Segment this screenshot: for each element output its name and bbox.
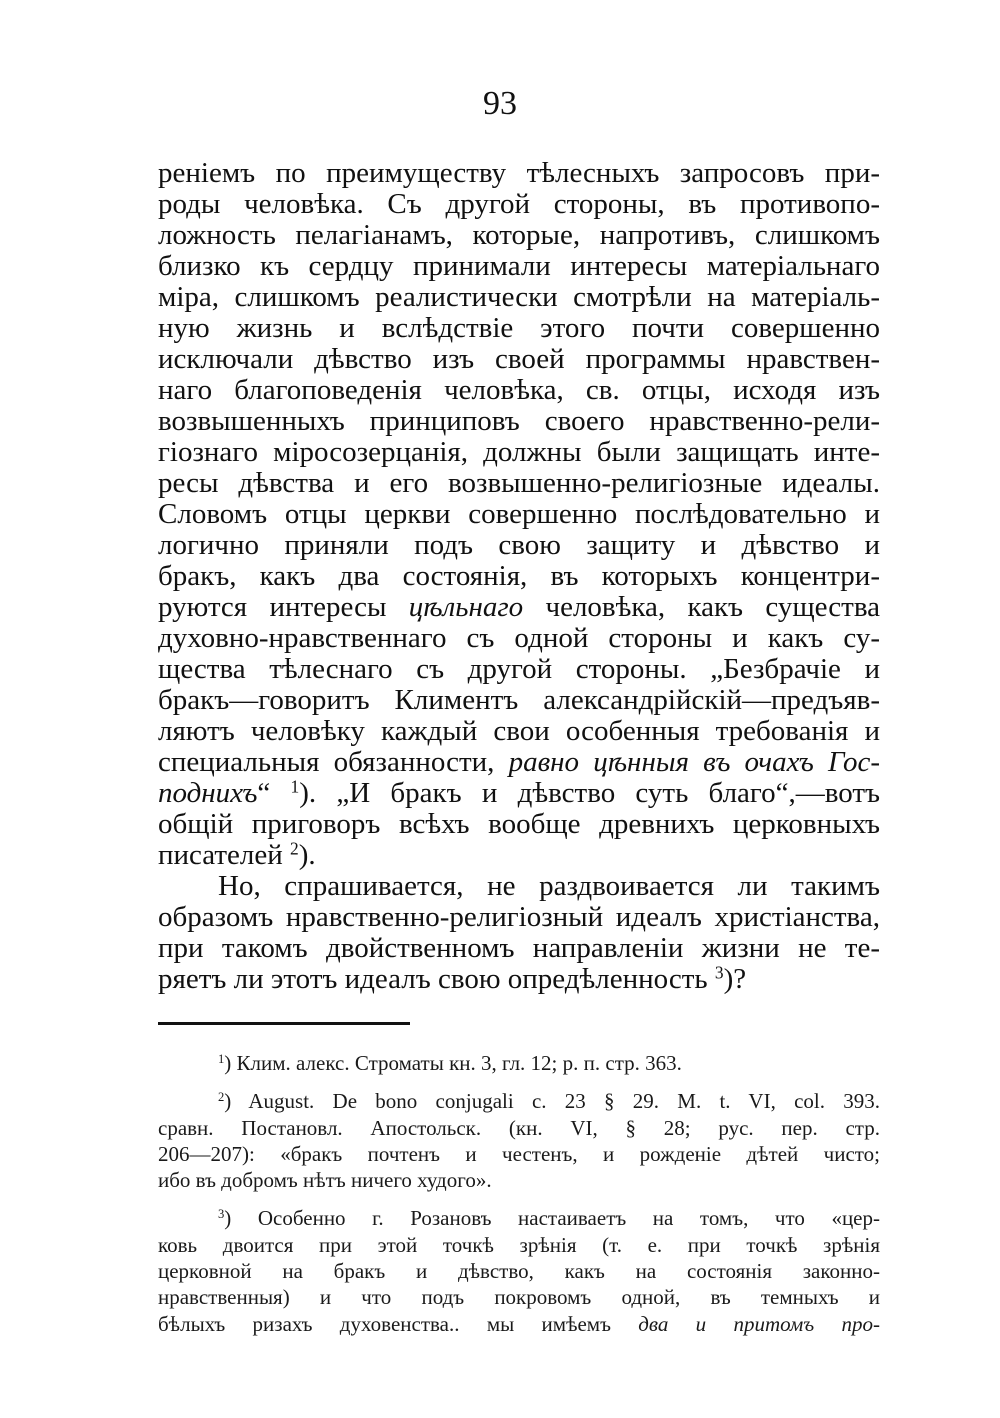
text-line: ляютъ человѣку каждый свои особенныя требованія и [158,715,880,747]
text-line: писателей $^2$). [158,838,316,871]
emphasis-text: два и притомъ про- [638,1311,880,1336]
text-line: ложность пелагіанамъ, которые, напротивъ, слишкомъ [158,219,880,251]
text-line: специальныя обязанности, равно цѣнныя въ очахъ Гос- [158,746,881,778]
footnote-marker: 2 [218,1090,225,1105]
text-line: руются интересы цѣльнаго человѣка, какъ существа [158,591,881,623]
footnote-line: сравн. Постановл. Апостольск. (кн. VI, § 28; рус. пер. стр. [158,1115,880,1140]
footnote-separator [158,1022,410,1025]
text-line: логично приняли подъ свою защиту и дѣвство и [158,529,880,561]
text-line: міра, слишкомъ реалистически смотрѣли на матеріаль- [158,281,880,313]
footnotes [158,1050,880,1337]
emphasis-text: цѣльнаго [408,591,524,623]
emphasis-text: равно цѣнныя въ очахъ Гос- [508,746,881,778]
footnote-ref: 2 [290,838,299,859]
footnote-line: ибо въ добромъ нѣтъ ничего худого». [158,1168,492,1193]
page-number: 93 [483,85,517,122]
text-line: возвышенныхъ принциповъ своего нравственно-рели- [158,405,880,437]
text-line: ресы дѣвства и его возвышенно-религіозные идеалы. [158,467,880,499]
text-line: гіознаго міросозерцанія, должны были защищать инте- [158,436,880,468]
paragraph-start-line: Но, спрашивается, не раздвоивается ли такимъ [218,870,880,902]
text-line: при такомъ двойственномъ направленіи жизни не те- [158,932,880,964]
footnote-line: $^1$) Клим. алекс. Строматы кн. 3, гл. 12; р. п. стр. 363. [218,1051,682,1075]
text-line: исключали дѣвство изъ своей программы нравствен- [158,343,880,375]
footnote-line: 206—207): «бракъ почтенъ и честенъ, и рожденіе дѣтей чисто; [158,1141,880,1166]
footnote-ref: 1 [290,776,300,797]
footnote-line: $^3$) Особенно г. Розановъ настаиваетъ на томъ, что «цер- [218,1206,880,1231]
text-line: бракъ—говоритъ Климентъ александрійскій—предъяв- [158,684,880,716]
text-line: реніемъ по преимуществу тѣлесныхъ запросовъ при- [158,157,880,189]
footnote-line: нравственныя) и что подъ покровомъ одной, въ темныхъ и [158,1285,880,1310]
text-line: наго благоповеденія человѣка, св. отцы, исходя изъ [158,374,880,406]
footnote-marker: 3 [218,1207,225,1222]
text-line: близко къ сердцу принимали интересы матеріальнаго [158,250,880,282]
main-text [158,158,880,995]
text-line: духовно-нравственнаго съ одной стороны и какъ су- [158,622,880,654]
footnote-line: ковь двоится при этой точкѣ зрѣнія (т. е. при точкѣ зрѣнія [158,1232,880,1257]
text-line: ряетъ ли этотъ идеалъ свою опредѣленность $^3$)? [158,962,747,995]
text-line: щества тѣлеснаго съ другой стороны. „Безбрачіе и [158,653,880,685]
footnote-marker: 1 [218,1052,225,1067]
text-line: ную жизнь и вслѣдствіе этого почти совершенно [158,312,880,344]
text-line: бракъ, какъ два состоянія, въ которыхъ концентри- [158,560,880,592]
footnote-ref: 3 [714,962,724,983]
text-line: общій приговоръ всѣхъ вообще древнихъ церковныхъ [158,808,880,840]
text-line: образомъ нравственно-религіозный идеалъ христіанства, [158,901,880,933]
emphasis-text: поднихъ [158,777,258,809]
text-line: роды человѣка. Съ другой стороны, въ противопо- [158,188,880,220]
footnote-line: бѣлыхъ ризахъ духовенства.. мы имѣемъ два и притомъ про- [158,1311,880,1336]
footnote-line: церковной на бракъ и дѣвство, какъ на состоянія законно- [158,1259,880,1284]
footnote-line: $^2$) August. De bono conjugali c. 23 § 29. M. t. VI, col. 393. [218,1089,880,1114]
text-line: Словомъ отцы церкви совершенно послѣдовательно и [158,498,880,530]
text-line: поднихъ“ $^1$). „И бракъ и дѣвство суть благо“,—вотъ [158,776,881,809]
